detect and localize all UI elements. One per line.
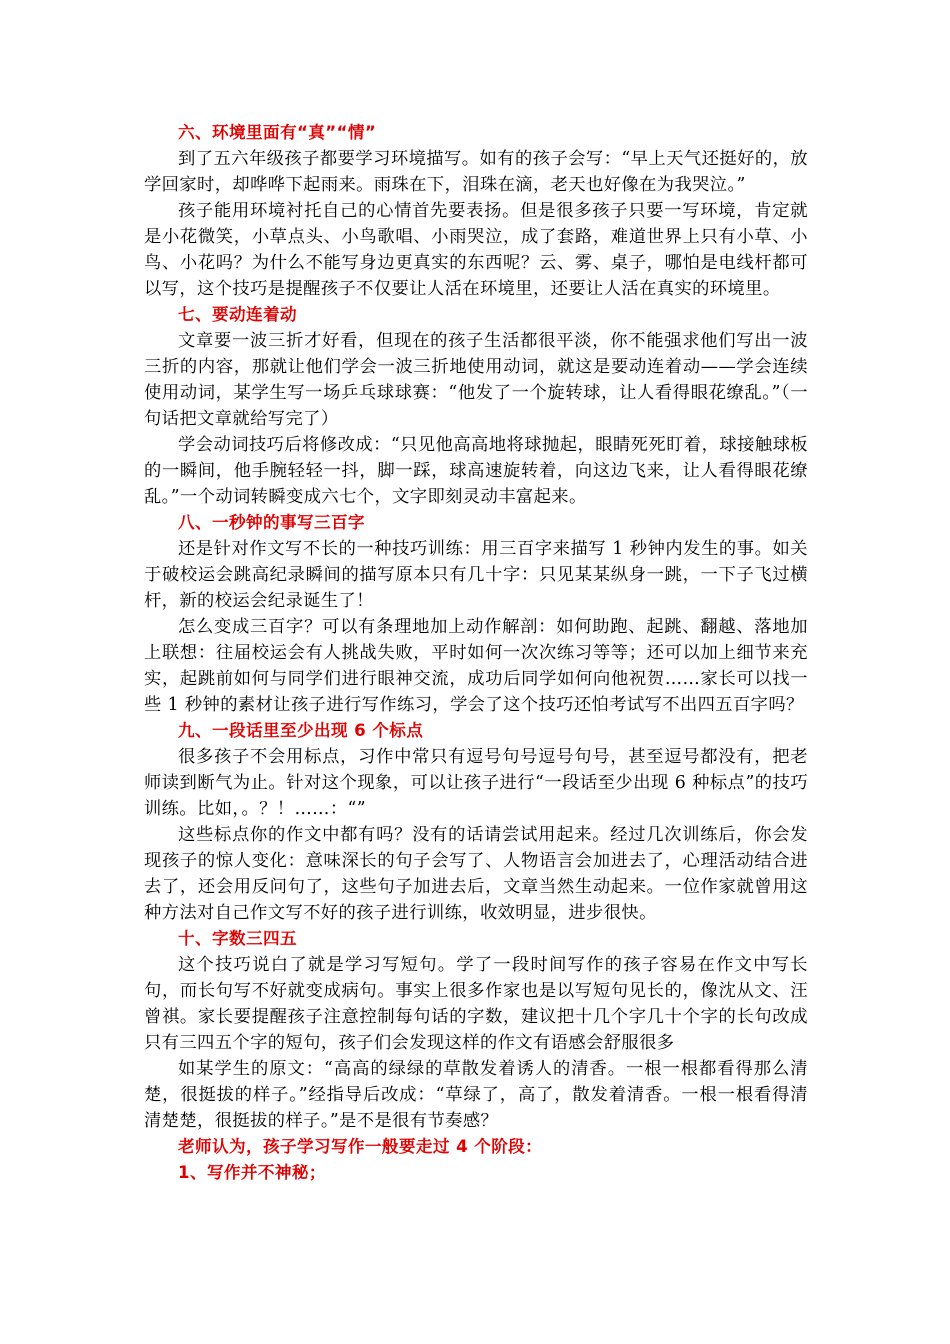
section-heading-9: 九、一段话里至少出现 6 个标点 — [178, 721, 424, 740]
paragraph: 文章要一波三折才好看，但现在的孩子生活都很平淡，你不能强求他们写出一波三折的内容，那就让他们学会一波三折地使用动词，就这是要动连着动——学会连续使用动词，某学生写一场乒乓球球赛：“他发了一个旋转球，让人看得眼花缭乱。”（一句话把文章就给写完了） — [144, 331, 808, 429]
paragraph: 孩子能用环境衬托自己的心情首先要表扬。但是很多孩子只要一写环境，肯定就是小花微笑，小草点头、小鸟歌唱、小雨哭泣，成了套路，难道世界上只有小草、小鸟、小花吗？为什么不能写身边更真实的东西呢？云、雾、桌子，哪怕是电线杆都可以写，这个技巧是提醒孩子不仅要让人活在环境里，还要让人活在真实的环境里。 — [144, 201, 808, 299]
paragraph: 还是针对作文写不长的一种技巧训练：用三百字来描写 1 秒钟内发生的事。如关于破校运会跳高纪录瞬间的描写原本只有几十字：只见某某纵身一跳，一下子飞过横杆，新的校运会纪录诞生了！ — [144, 539, 808, 611]
stage-1-heading: 1、写作并不神秘； — [178, 1163, 326, 1182]
section-heading-8: 八、一秒钟的事写三百字 — [178, 513, 365, 532]
stages-heading: 老师认为，孩子学习写作一般要走过 4 个阶段： — [178, 1137, 543, 1156]
paragraph: 这个技巧说白了就是学习写短句。学了一段时间写作的孩子容易在作文中写长句，而长句写不好就变成病句。事实上很多作家也是以写短句见长的，像沈从文、汪曾祺。家长要提醒孩子注意控制每句话的字数，建议把十几个字几十个字的长句改成只有三四五个字的短句，孩子们会发现这样的作文有语感会舒服很多 — [144, 955, 808, 1053]
paragraph: 学会动词技巧后将修改成：“只见他高高地将球抛起，眼睛死死盯着，球接触球板的一瞬间，他手腕轻轻一抖，脚一踩，球高速旋转着，向这边飞来，让人看得眼花缭乱。”一个动词转瞬变成六七个，文字即刻灵动丰富起来。 — [144, 435, 808, 507]
paragraph: 到了五六年级孩子都要学习环境描写。如有的孩子会写：“早上天气还挺好的，放学回家时，却哗哗下起雨来。雨珠在下，泪珠在滴，老天也好像在为我哭泣。” — [144, 149, 808, 195]
paragraph: 如某学生的原文：“高高的绿绿的草散发着诱人的清香。一根一根都看得那么清楚，很挺拔的样子。”经指导后改成：“草绿了，高了，散发着清香。一根一根看得清清楚楚，很挺拔的样子。”是不是很有节奏感？ — [144, 1059, 808, 1131]
paragraph: 很多孩子不会用标点，习作中常只有逗号句号逗号句号，甚至逗号都没有，把老师读到断气为止。针对这个现象，可以让孩子进行“一段话至少出现 6 种标点”的技巧训练。比如，。？！……：“” — [144, 747, 808, 819]
section-heading-7: 七、要动连着动 — [178, 305, 297, 324]
section-heading-10: 十、字数三四五 — [178, 929, 297, 948]
paragraph: 这些标点你的作文中都有吗？没有的话请尝试用起来。经过几次训练后，你会发现孩子的惊人变化：意味深长的句子会写了、人物语言会加进去了，心理活动结合进去了，还会用反问句了，这些句子加进去后，文章当然生动起来。一位作家就曾用这种方法对自己作文写不好的孩子进行训练，收效明显，进步很快。 — [144, 825, 808, 923]
section-heading-6: 六、环境里面有“真”“情” — [178, 123, 377, 142]
document-body — [144, 120, 808, 1186]
paragraph: 怎么变成三百字？可以有条理地加上动作解剖：如何助跑、起跳、翻越、落地加上联想：往届校运会有人挑战失败，平时如何一次次练习等等；还可以加上细节来充实，起跳前如何与同学们进行眼神交流，成功后同学如何向他祝贺……家长可以找一些 1 秒钟的素材让孩子进行写作练习，学会了这个技巧还怕考试写不出四五百字吗？ — [144, 617, 808, 715]
